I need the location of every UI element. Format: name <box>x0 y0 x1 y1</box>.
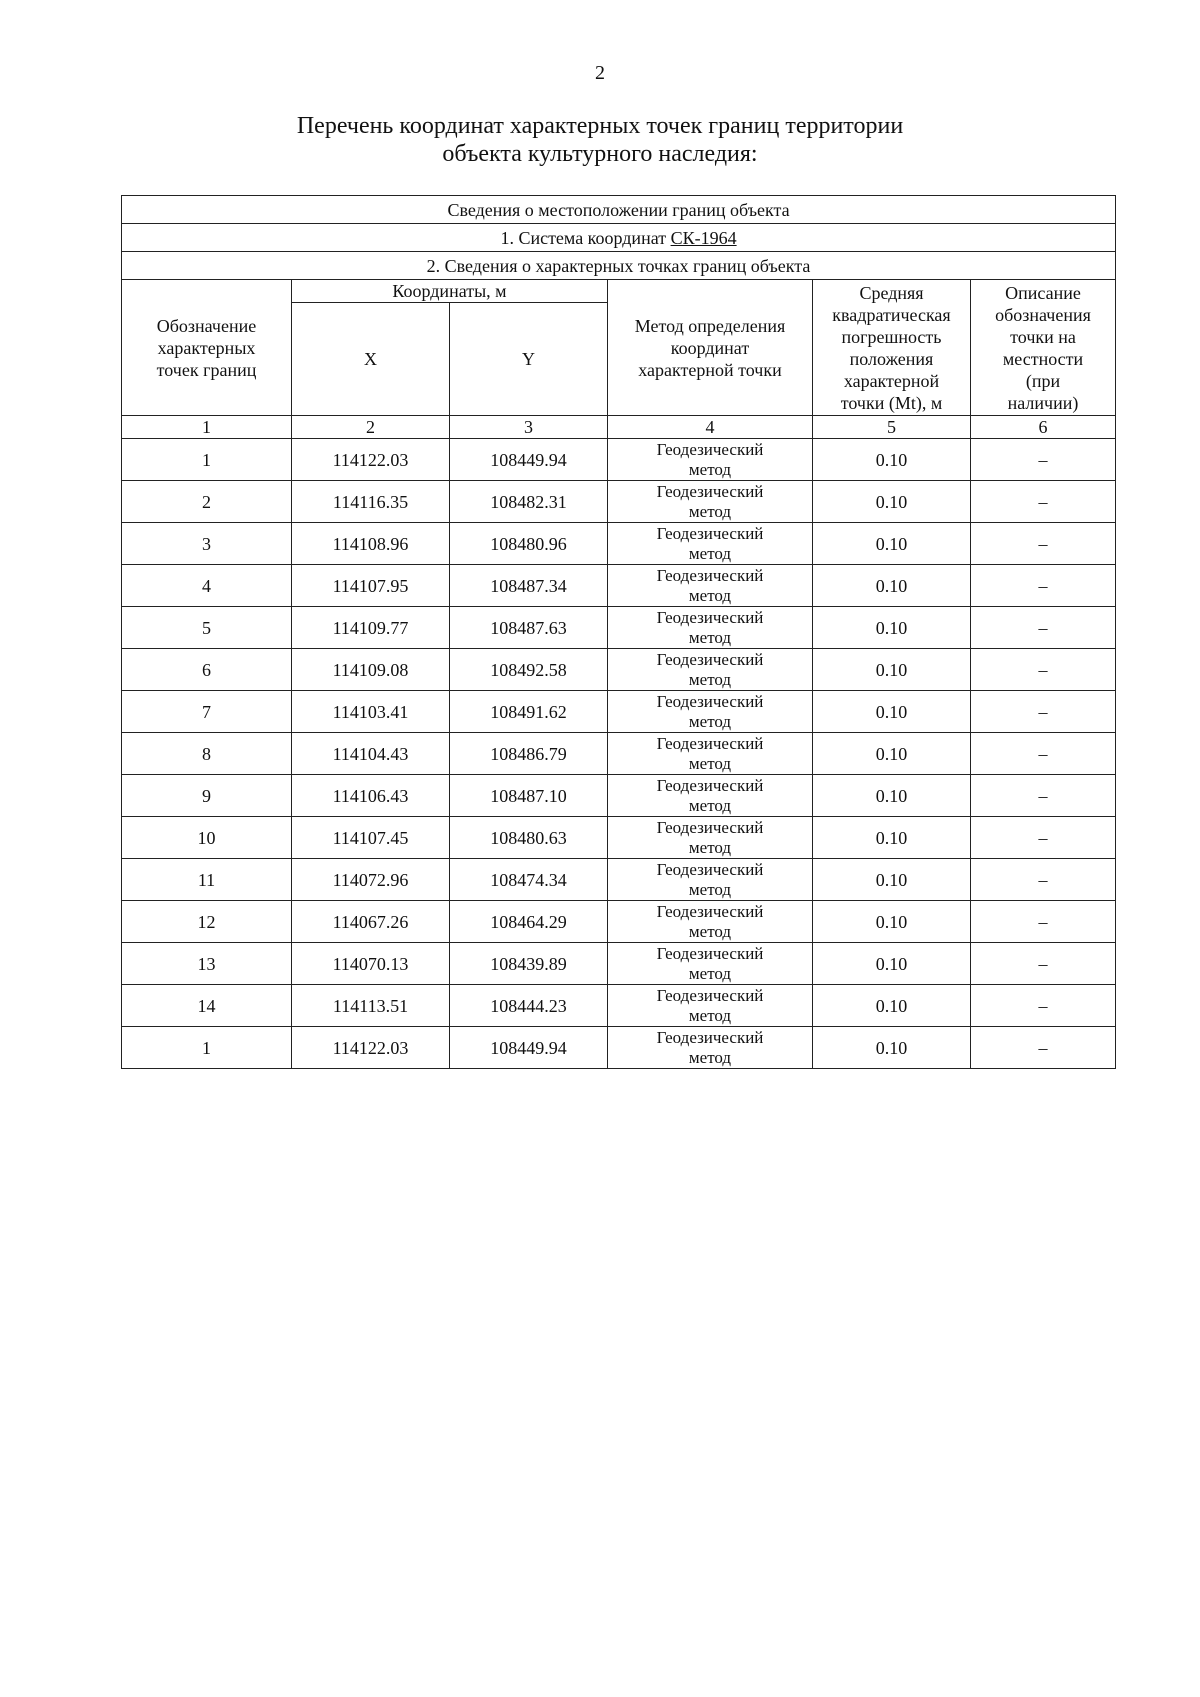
table-banner: Сведения о местоположении границ объекта <box>122 196 1116 224</box>
method-line: метод <box>688 963 732 983</box>
description-value: – <box>971 481 1116 523</box>
method-cell <box>608 523 813 565</box>
coordinate-system <box>122 224 1116 252</box>
error-value: 0.10 <box>813 523 971 565</box>
header-error-line: квадратическая <box>832 304 951 325</box>
header-description-line: Описание <box>1005 282 1081 303</box>
description-value: – <box>971 775 1116 817</box>
description-value: – <box>971 733 1116 775</box>
method-line: метод <box>688 795 732 815</box>
coord-x: 114122.03 <box>292 1027 450 1069</box>
coord-x: 114103.41 <box>292 691 450 733</box>
error-value: 0.10 <box>813 481 971 523</box>
method-cell <box>608 901 813 943</box>
description-value: – <box>971 649 1116 691</box>
description-value: – <box>971 1027 1116 1069</box>
table-row <box>122 901 1116 943</box>
header-description-line: местности <box>1002 348 1084 369</box>
error-value: 0.10 <box>813 733 971 775</box>
method-line: метод <box>688 753 732 773</box>
point-designation: 1 <box>122 1027 292 1069</box>
coord-x: 114108.96 <box>292 523 450 565</box>
table-row <box>122 859 1116 901</box>
coord-x: 114070.13 <box>292 943 450 985</box>
column-number-row <box>122 416 1116 439</box>
coord-x: 114072.96 <box>292 859 450 901</box>
table-banner-row <box>122 196 1116 224</box>
header-description-line: наличии) <box>1007 392 1079 413</box>
table-row <box>122 649 1116 691</box>
header-method <box>608 280 813 416</box>
coord-x: 114122.03 <box>292 439 450 481</box>
description-value: – <box>971 523 1116 565</box>
method-cell <box>608 481 813 523</box>
method-cell <box>608 607 813 649</box>
error-value: 0.10 <box>813 439 971 481</box>
method-line: метод <box>688 585 732 605</box>
header-method-line: координат <box>670 337 750 358</box>
header-error-line: Средняя <box>859 282 924 303</box>
method-line: метод <box>688 837 732 857</box>
coord-y: 108492.58 <box>450 649 608 691</box>
description-value: – <box>971 901 1116 943</box>
header-designation-line: Обозначение <box>156 315 257 336</box>
coord-x: 114104.43 <box>292 733 450 775</box>
coordinate-system-row <box>122 224 1116 252</box>
method-line: Геодезический <box>656 1027 764 1047</box>
coordinates-table <box>121 195 1116 1069</box>
table-row <box>122 817 1116 859</box>
coord-y: 108480.96 <box>450 523 608 565</box>
coord-y: 108487.34 <box>450 565 608 607</box>
method-cell <box>608 691 813 733</box>
header-error-line: характерной <box>843 370 940 391</box>
method-line: Геодезический <box>656 691 764 711</box>
header-designation <box>122 280 292 416</box>
method-line: Геодезический <box>656 985 764 1005</box>
coord-x: 114116.35 <box>292 481 450 523</box>
column-number: 5 <box>813 416 971 439</box>
coord-x: 114106.43 <box>292 775 450 817</box>
points-heading-row <box>122 252 1116 280</box>
coord-y: 108491.62 <box>450 691 608 733</box>
error-value: 0.10 <box>813 775 971 817</box>
method-cell <box>608 859 813 901</box>
coord-y: 108487.63 <box>450 607 608 649</box>
point-designation: 7 <box>122 691 292 733</box>
header-description <box>971 280 1116 416</box>
method-line: Геодезический <box>656 565 764 585</box>
coordinate-system-prefix: 1. Система координат <box>500 227 671 248</box>
header-row-top <box>122 280 1116 303</box>
coord-y: 108464.29 <box>450 901 608 943</box>
method-cell <box>608 775 813 817</box>
method-line: Геодезический <box>656 943 764 963</box>
header-coordinates: Координаты, м <box>292 280 608 303</box>
header-description-line: обозначения <box>995 304 1091 325</box>
column-number: 4 <box>608 416 813 439</box>
error-value: 0.10 <box>813 943 971 985</box>
header-error-line: точки (Mt), м <box>840 392 943 413</box>
table-row <box>122 1027 1116 1069</box>
description-value: – <box>971 691 1116 733</box>
coord-x: 114109.77 <box>292 607 450 649</box>
table-row <box>122 481 1116 523</box>
method-line: Геодезический <box>656 607 764 627</box>
point-designation: 2 <box>122 481 292 523</box>
table-row <box>122 439 1116 481</box>
table-row <box>122 985 1116 1027</box>
coord-y: 108449.94 <box>450 1027 608 1069</box>
table-row <box>122 943 1116 985</box>
coord-y: 108482.31 <box>450 481 608 523</box>
table-row <box>122 691 1116 733</box>
header-error-line: погрешность <box>841 326 942 347</box>
header-description-line: точки на <box>1010 326 1076 347</box>
document-title-line-1: Перечень координат характерных точек границ территории <box>296 113 904 139</box>
error-value: 0.10 <box>813 985 971 1027</box>
point-designation: 8 <box>122 733 292 775</box>
column-number: 2 <box>292 416 450 439</box>
description-value: – <box>971 439 1116 481</box>
error-value: 0.10 <box>813 565 971 607</box>
coord-x: 114107.45 <box>292 817 450 859</box>
error-value: 0.10 <box>813 607 971 649</box>
point-designation: 4 <box>122 565 292 607</box>
point-designation: 10 <box>122 817 292 859</box>
method-line: Геодезический <box>656 481 764 501</box>
points-heading: 2. Сведения о характерных точках границ объекта <box>122 252 1116 280</box>
column-number: 3 <box>450 416 608 439</box>
header-designation-line: характерных <box>157 337 256 358</box>
method-line: Геодезический <box>656 775 764 795</box>
method-cell <box>608 733 813 775</box>
method-line: метод <box>688 459 732 479</box>
error-value: 0.10 <box>813 691 971 733</box>
point-designation: 13 <box>122 943 292 985</box>
header-error-line: положения <box>849 348 934 369</box>
method-line: метод <box>688 1047 732 1067</box>
point-designation: 5 <box>122 607 292 649</box>
method-cell <box>608 649 813 691</box>
header-error <box>813 280 971 416</box>
method-line: Геодезический <box>656 523 764 543</box>
table-row <box>122 733 1116 775</box>
table-row <box>122 523 1116 565</box>
table-row <box>122 607 1116 649</box>
method-line: метод <box>688 627 732 647</box>
page-number: 2 <box>595 62 605 84</box>
point-designation: 3 <box>122 523 292 565</box>
method-cell <box>608 439 813 481</box>
description-value: – <box>971 985 1116 1027</box>
coord-y: 108439.89 <box>450 943 608 985</box>
method-line: метод <box>688 669 732 689</box>
point-designation: 12 <box>122 901 292 943</box>
method-line: Геодезический <box>656 859 764 879</box>
coord-y: 108474.34 <box>450 859 608 901</box>
coord-y: 108486.79 <box>450 733 608 775</box>
coordinate-system-name: СК-1964 <box>670 227 737 248</box>
method-line: метод <box>688 921 732 941</box>
header-method-line: Метод определения <box>634 315 786 336</box>
coord-y: 108449.94 <box>450 439 608 481</box>
coord-y: 108444.23 <box>450 985 608 1027</box>
method-cell <box>608 985 813 1027</box>
error-value: 0.10 <box>813 1027 971 1069</box>
point-designation: 1 <box>122 439 292 481</box>
point-designation: 6 <box>122 649 292 691</box>
error-value: 0.10 <box>813 859 971 901</box>
point-designation: 14 <box>122 985 292 1027</box>
description-value: – <box>971 943 1116 985</box>
point-designation: 9 <box>122 775 292 817</box>
description-value: – <box>971 607 1116 649</box>
header-y: Y <box>450 303 608 416</box>
method-cell <box>608 1027 813 1069</box>
method-line: метод <box>688 711 732 731</box>
document-title <box>0 112 1200 168</box>
column-number: 6 <box>971 416 1116 439</box>
method-line: Геодезический <box>656 817 764 837</box>
point-designation: 11 <box>122 859 292 901</box>
coord-x: 114067.26 <box>292 901 450 943</box>
coord-x: 114109.08 <box>292 649 450 691</box>
method-line: Геодезический <box>656 901 764 921</box>
coord-x: 114113.51 <box>292 985 450 1027</box>
description-value: – <box>971 817 1116 859</box>
header-designation-line: точек границ <box>156 359 257 380</box>
document-title-line-2: объекта культурного наследия: <box>442 141 758 167</box>
table-row <box>122 565 1116 607</box>
column-number: 1 <box>122 416 292 439</box>
table-row <box>122 775 1116 817</box>
method-line: Геодезический <box>656 439 764 459</box>
method-cell <box>608 943 813 985</box>
description-value: – <box>971 859 1116 901</box>
method-line: метод <box>688 501 732 521</box>
description-value: – <box>971 565 1116 607</box>
header-method-line: характерной точки <box>638 359 782 380</box>
method-line: метод <box>688 879 732 899</box>
coordinates-table-body <box>122 196 1116 1069</box>
header-description-line: (при <box>1025 370 1061 391</box>
method-line: Геодезический <box>656 733 764 753</box>
coord-y: 108480.63 <box>450 817 608 859</box>
method-line: метод <box>688 543 732 563</box>
header-x: X <box>292 303 450 416</box>
error-value: 0.10 <box>813 817 971 859</box>
coord-y: 108487.10 <box>450 775 608 817</box>
method-line: Геодезический <box>656 649 764 669</box>
method-cell <box>608 565 813 607</box>
error-value: 0.10 <box>813 649 971 691</box>
method-cell <box>608 817 813 859</box>
method-line: метод <box>688 1005 732 1025</box>
error-value: 0.10 <box>813 901 971 943</box>
coord-x: 114107.95 <box>292 565 450 607</box>
